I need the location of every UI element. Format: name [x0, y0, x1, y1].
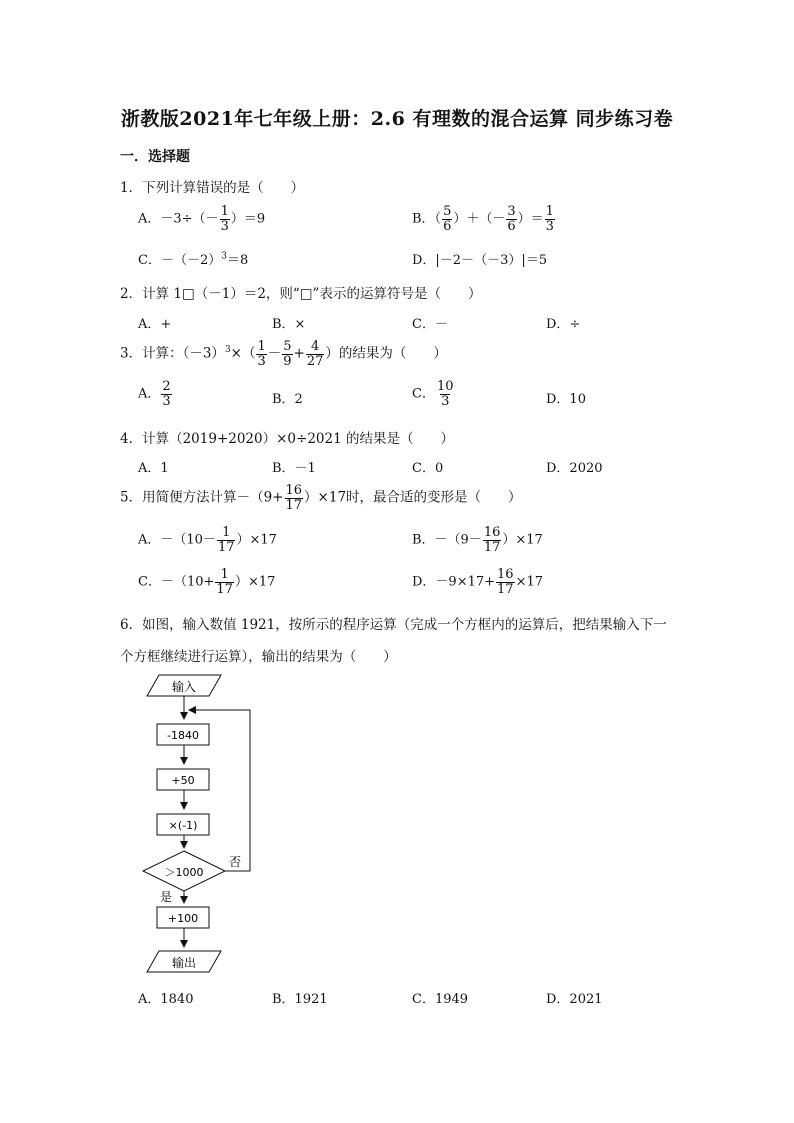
question-5-option-a[interactable]: A．－（10－ $\frac{1}{17}$ ）×17 — [138, 525, 277, 555]
question-1-stem: 1．下列计算错误的是（ ） — [120, 180, 305, 196]
fraction: $\frac{1}{3}$ — [220, 204, 229, 234]
flow-yes-label: 是 — [160, 890, 173, 904]
question-3-option-c[interactable]: C． $\frac{10}{3}$ — [412, 379, 454, 409]
flow-box-2-label: +50 — [171, 774, 195, 787]
question-4-option-a[interactable]: A．1 — [138, 461, 169, 476]
flow-box-4-label: +100 — [167, 912, 199, 925]
question-3-option-d[interactable]: D．10 — [546, 392, 586, 407]
question-2-option-c[interactable]: C．－ — [412, 317, 448, 332]
question-1-option-a[interactable]: A．－3÷（－ $\frac{1}{3}$ ）＝9 — [138, 204, 266, 234]
fraction: $\frac{16}{17}$ — [285, 483, 303, 513]
question-5-stem: 5．用简便方法计算－（9+ $\frac{16}{17}$ ）×17时，最合适的变形是（ ） — [120, 483, 522, 513]
flow-decision-label: ＞1000 — [164, 866, 204, 879]
question-2-stem: 2．计算 1□（－1）＝2，则“□”表示的运算符号是（ ） — [120, 286, 482, 302]
fraction: $\frac{3}{6}$ — [507, 204, 516, 234]
question-5-option-c[interactable]: C．－（10+ $\frac{1}{17}$ ）×17 — [138, 567, 276, 597]
question-3-option-a[interactable]: A． $\frac{2}{3}$ — [138, 379, 171, 409]
fraction: $\frac{1}{17}$ — [216, 567, 233, 597]
section-heading: 一．选择题 — [120, 149, 190, 165]
fraction: $\frac{5}{9}$ — [283, 339, 292, 369]
question-1-option-d[interactable]: D．|－2－（－3）|＝5 — [412, 253, 547, 268]
fraction: $\frac{2}{3}$ — [162, 379, 171, 409]
fraction: $\frac{5}{6}$ — [443, 204, 452, 234]
question-6-option-a[interactable]: A．1840 — [138, 992, 194, 1007]
flow-box-1-label: -1840 — [167, 729, 199, 742]
question-5-option-d[interactable]: D．－9×17+ $\frac{16}{17}$ ×17 — [412, 567, 544, 597]
question-6-stem-line-1: 6．如图，输入数值 1921，按所示的程序运算（完成一个方框内的运算后，把结果输入下一 — [120, 617, 667, 633]
fraction: $\frac{1}{3}$ — [545, 204, 554, 234]
question-4-stem: 4．计算（2019+2020）×0÷2021 的结果是（ ） — [120, 431, 454, 447]
question-6-option-c[interactable]: C．1949 — [412, 992, 469, 1007]
question-1-option-c[interactable]: C．$-(-2)^3=8$ — [138, 251, 249, 268]
flow-no-label: 否 — [229, 855, 242, 869]
fraction: $\frac{16}{17}$ — [497, 567, 514, 597]
question-3-stem: 3．计算：$(-3)^3\times$（ $\frac{1}{3}$ － $\frac{5}{9}$ + $\frac{4}{27}$ ）的结果为（ ） — [120, 339, 447, 369]
question-5-option-b[interactable]: B．－（9－ $\frac{16}{17}$ ）×17 — [412, 525, 543, 555]
question-6-option-d[interactable]: D．2021 — [546, 992, 603, 1007]
fraction: $\frac{10}{3}$ — [436, 379, 454, 409]
question-2-option-a[interactable]: A．+ — [138, 317, 172, 332]
flow-box-3-label: ×(-1) — [168, 819, 198, 832]
question-2-option-d[interactable]: D．÷ — [546, 317, 581, 332]
fraction: $\frac{1}{3}$ — [257, 339, 266, 369]
fraction: $\frac{4}{27}$ — [306, 339, 324, 369]
page-title: 浙教版2021年七年级上册：2.6 有理数的混合运算 同步练习卷 — [120, 108, 674, 130]
question-4-option-c[interactable]: C．0 — [412, 461, 444, 476]
question-6-option-b[interactable]: B．1921 — [272, 992, 328, 1007]
fraction: $\frac{16}{17}$ — [483, 525, 501, 555]
flow-input-label: 输入 — [171, 680, 197, 694]
question-2-option-b[interactable]: B．× — [272, 317, 306, 332]
flowchart — [130, 668, 270, 978]
fraction: $\frac{1}{17}$ — [217, 525, 235, 555]
question-6-stem-line-2: 个方框继续进行运算），输出的结果为（ ） — [120, 649, 397, 665]
question-4-option-b[interactable]: B．－1 — [272, 461, 316, 476]
question-1-option-b[interactable]: B．（ $\frac{5}{6}$ ）＋（－ $\frac{3}{6}$ ）＝ $\frac{1}{3}$ — [412, 204, 554, 234]
question-3-option-b[interactable]: B．2 — [272, 392, 303, 407]
question-4-option-d[interactable]: D．2020 — [546, 461, 603, 476]
flow-output-label: 输出 — [171, 956, 197, 970]
